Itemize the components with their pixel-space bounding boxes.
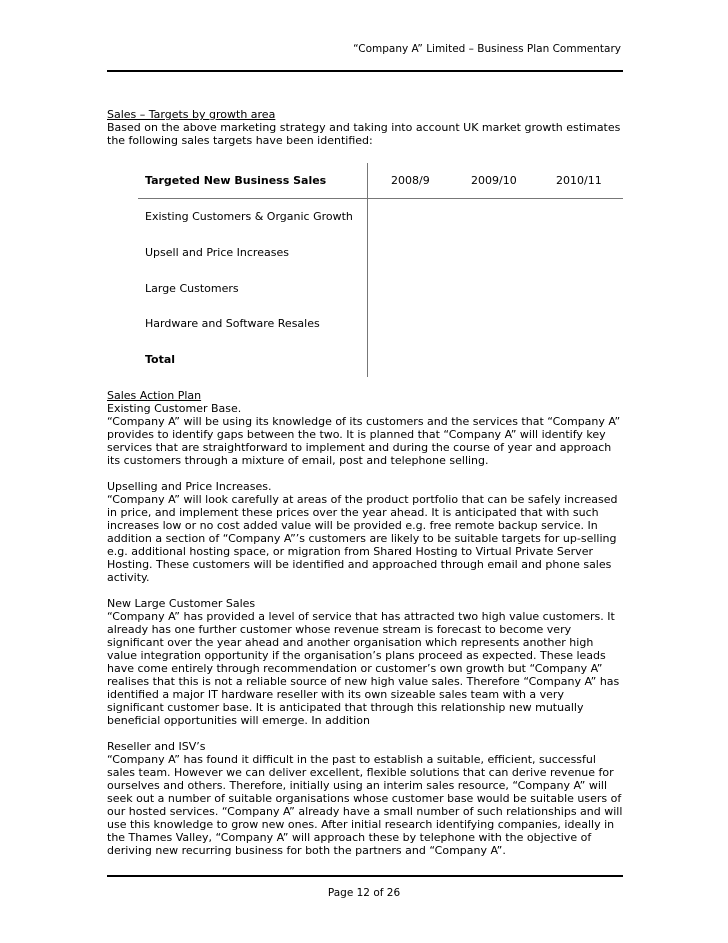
large-customer-section <box>107 597 623 727</box>
table-horizontal-rule <box>138 198 623 199</box>
footer-rule <box>107 875 623 877</box>
large-customer-title: New Large Customer Sales <box>107 597 256 610</box>
existing-customer-text: “Company A” will be using its knowledge of its customers and the services that “Company A” provides to identify gaps between the two. It is planned that “Company A” will identify key services that are straightforward to implement and during the course of year and approach its customers through a mixture of email, post and telephone selling. <box>107 415 621 467</box>
action-plan-section <box>107 389 623 467</box>
table-header-label: Targeted New Business Sales <box>145 174 327 187</box>
upselling-title: Upselling and Price Increases. <box>107 480 272 493</box>
reseller-section <box>107 740 623 857</box>
page-number: Page 12 of 26 <box>327 887 401 899</box>
header-rule <box>107 70 623 72</box>
document-body <box>107 108 623 857</box>
upselling-section <box>107 480 623 584</box>
page-header-title: “Company A” Limited – Business Plan Commentary <box>353 43 621 55</box>
targets-heading: Sales – Targets by growth area <box>107 108 276 121</box>
targets-intro-text: Based on the above marketing strategy and taking into account UK market growth estimates the following sales targets have been identified: <box>107 121 621 147</box>
reseller-title: Reseller and ISV’s <box>107 740 206 753</box>
table-row-total: Total <box>145 353 176 366</box>
large-customer-text: “Company A” has provided a level of service that has attracted two high value customers. It already has one further customer whose revenue stream is forecast to become very significant over the year ahead and another organisation which represents another high value integration opportunity if the organisation’s plans proceed as expected. These leads have come entirely through recommendation or customer’s own growth but “Company A” realises that this is not a reliable source of new high value sales. Therefore “Company A” has identified a major IT hardware reseller with its own sizeable sales team with a very significant customer base. It is anticipated that through this relationship new mutually beneficial opportunities will emerge. In addition <box>107 610 620 727</box>
reseller-text: “Company A” has found it difficult in the past to establish a suitable, efficient, successful sales team. However we can deliver excellent, flexible solutions that can derive revenue for ourselves and others. Therefore, initially using an interim sales resource, “Company A” will seek out a number of suitable organisations whose customer base would be suitable users of our hosted services. “Company A” already have a small number of such relationships and will use this knowledge to grow new ones. After initial research identifying companies, ideally in the Thames Valley, “Company A” will approach these by telephone with the objective of deriving new recurring business for both the partners and “Company A”. <box>107 753 623 857</box>
action-plan-heading: Sales Action Plan <box>107 389 202 402</box>
table-row-label: Upsell and Price Increases <box>145 246 289 259</box>
table-year-header: 2008/9 <box>391 174 430 187</box>
upselling-text: “Company A” will look carefully at areas of the product portfolio that can be safely increased in price, and implement these prices over the year ahead. It is anticipated that with such increases low or no cost added value will be provided e.g. free remote backup service. In addition a section of “Company A”’s customers are likely to be suitable targets for up-selling e.g. additional hosting space, or migration from Shared Hosting to Virtual Private Server Hosting. These customers will be identified and approached through email and phone sales activity. <box>107 493 618 584</box>
sales-targets-table <box>138 163 623 377</box>
table-year-header: 2010/11 <box>556 174 602 187</box>
table-row-label: Hardware and Software Resales <box>145 317 320 330</box>
existing-customer-title: Existing Customer Base. <box>107 402 242 415</box>
table-year-header: 2009/10 <box>471 174 517 187</box>
table-row-label: Large Customers <box>145 282 239 295</box>
table-vertical-rule <box>367 163 368 377</box>
table-row-label: Existing Customers & Organic Growth <box>145 210 353 223</box>
